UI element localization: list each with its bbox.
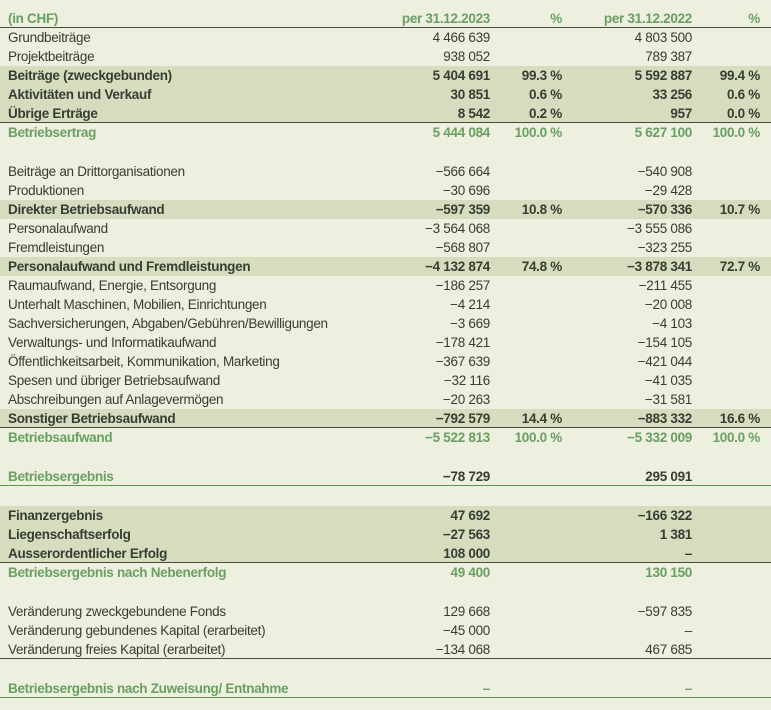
value-2022: 1 381 [659,527,692,542]
percent-2022: 99.4 % [719,68,760,83]
value-2023: 47 692 [450,508,490,523]
row-spacer [0,659,771,679]
value-2022: −3 555 086 [627,221,692,236]
row-label: Grundbeiträge [8,30,91,45]
value-2022: 130 150 [645,565,692,580]
value-2022: 467 685 [645,641,692,657]
percent-2022: 72.7 % [719,259,760,274]
row-spacer [0,447,771,467]
percent-2023: 100.0 % [514,125,562,140]
percent-2022: 0.0 % [726,105,760,121]
table-row [0,219,771,238]
row-label: Personalaufwand [8,221,108,236]
value-2023: −30 696 [442,183,490,198]
row-label: Projektbeiträge [8,49,95,64]
value-2022: −421 044 [637,354,692,369]
percent-2022: 0.6 % [726,87,760,102]
percent-2022: 16.6 % [719,410,760,426]
percent-2023: 0.6 % [528,87,562,102]
percent-2023: 14.4 % [521,410,562,426]
row-label: Liegenschaftserfolg [8,527,131,542]
value-2023: −78 729 [442,468,490,484]
value-2023: 8 542 [457,105,490,121]
value-2022: – [684,623,692,638]
header-col-2022-percent: % [748,10,760,26]
table-row [0,602,771,621]
row-label: Verwaltungs- und Informatikaufwand [8,335,217,350]
table-row [0,640,771,659]
value-2023: 30 851 [450,87,490,102]
table-row [0,563,771,582]
percent-2023: 100.0 % [514,430,562,445]
header-col-2022: per 31.12.2022 [603,10,692,26]
row-spacer [0,486,771,506]
table-row [0,333,771,352]
row-label: Produktionen [8,183,84,198]
value-2023: −186 257 [435,278,490,293]
row-label: Aktivitäten und Verkauf [8,87,152,102]
row-label: Veränderung freies Kapital (erarbeitet) [8,641,226,657]
table-row [0,295,771,314]
row-label: Betriebsertrag [8,125,97,140]
row-label: Ausserordentlicher Erfolg [8,545,168,561]
row-label: Betriebsergebnis nach Nebenerfolg [8,565,227,580]
value-2022: 33 256 [652,87,692,102]
row-label: Sachversicherungen, Abgaben/Gebühren/Bewilligungen [8,316,328,331]
value-2023: −134 068 [435,641,490,657]
percent-2023: 10.8 % [521,202,562,217]
row-label: Betriebsergebnis [8,468,114,484]
row-label: Raumaufwand, Energie, Entsorgung [8,278,217,293]
value-2022: −883 332 [637,410,692,426]
value-2022: 295 091 [645,468,692,484]
value-2023: – [482,680,490,696]
percent-2023: 99.3 % [521,68,562,83]
table-row [0,314,771,333]
header-currency-label: (in CHF) [8,10,59,26]
value-2022: −323 255 [637,240,692,255]
row-label: Unterhalt Maschinen, Mobilien, Einrichtungen [8,297,267,312]
value-2023: −568 807 [435,240,490,255]
value-2022: −570 336 [637,202,692,217]
value-2023: −4 214 [450,297,490,312]
value-2022: −211 455 [638,278,692,293]
value-2022: −540 908 [637,164,692,179]
value-2023: −27 563 [442,527,490,542]
table-row [0,428,771,447]
value-2023: −5 522 813 [425,430,490,445]
value-2022: −29 428 [644,183,692,198]
table-row [0,352,771,371]
percent-2023: 0.2 % [528,105,562,121]
value-2023: 49 400 [450,565,490,580]
row-label: Sonstiger Betriebsaufwand [8,410,176,426]
table-row [0,506,771,525]
value-2023: −367 639 [435,354,490,369]
value-2022: 789 387 [645,49,692,64]
value-2022: 5 627 100 [634,125,692,140]
header-col-2023-percent: % [550,10,562,26]
value-2023: −566 664 [435,164,490,179]
value-2022: −597 835 [637,604,692,619]
value-2023: −178 421 [435,335,490,350]
table-row [0,679,771,698]
row-spacer [0,582,771,602]
row-label: Betriebsergebnis nach Zuweisung/ Entnahme [8,680,289,696]
table-row [0,621,771,640]
table-row [0,390,771,409]
row-label: Finanzergebnis [8,508,103,523]
table-row [0,28,771,47]
table-row [0,544,771,563]
value-2023: 108 000 [443,545,490,561]
percent-2022: 10.7 % [719,202,760,217]
row-label: Beiträge (zweckgebunden) [8,68,172,83]
table-row [0,409,771,428]
value-2023: 5 404 691 [432,68,490,83]
table-row [0,123,771,142]
value-2023: 5 444 084 [432,125,490,140]
table-row [0,467,771,486]
table-body [0,28,771,698]
value-2022: −20 008 [644,297,692,312]
row-label: Veränderung zweckgebundene Fonds [8,604,226,619]
value-2023: −792 579 [435,410,490,426]
row-spacer [0,142,771,162]
table-row [0,200,771,219]
row-label: Veränderung gebundenes Kapital (erarbeitet) [8,623,266,638]
value-2022: −3 878 341 [627,259,692,274]
row-label: Betriebsaufwand [8,430,113,445]
table-row [0,238,771,257]
value-2022: −166 322 [637,508,692,523]
value-2023: 938 052 [443,49,490,64]
value-2022: 5 592 887 [634,68,692,83]
row-label: Direkter Betriebsaufwand [8,202,165,217]
value-2023: 4 466 639 [432,30,490,45]
value-2023: −32 116 [443,373,490,388]
percent-2022: 100.0 % [712,125,760,140]
table-row [0,162,771,181]
table-row [0,371,771,390]
value-2023: −597 359 [435,202,490,217]
table-row [0,525,771,544]
value-2022: – [684,545,692,561]
row-label: Öffentlichkeitsarbeit, Kommunikation, Marketing [8,354,280,369]
row-label: Fremdleistungen [8,240,105,255]
row-label: Übrige Erträge [8,105,98,121]
value-2022: −31 581 [644,392,692,407]
value-2022: −154 105 [637,335,692,350]
percent-2022: 100.0 % [712,430,760,445]
table-row [0,85,771,104]
header-col-2023: per 31.12.2023 [401,10,490,26]
table-row [0,276,771,295]
value-2023: −3 564 068 [425,221,490,236]
value-2022: −41 035 [644,373,692,388]
row-label: Abschreibungen auf Anlagevermögen [8,392,224,407]
value-2023: −45 000 [442,623,490,638]
row-label: Personalaufwand und Fremdleistungen [8,259,251,274]
table-row [0,181,771,200]
value-2023: −4 132 874 [425,259,490,274]
table-row [0,47,771,66]
value-2023: −3 669 [450,316,490,331]
value-2023: 129 668 [443,604,490,619]
value-2022: −4 103 [652,316,692,331]
value-2022: −5 332 009 [627,430,692,445]
value-2022: 4 803 500 [634,30,692,45]
table-row [0,257,771,276]
value-2023: −20 263 [442,392,490,407]
row-label: Beiträge an Drittorganisationen [8,164,185,179]
table-row [0,66,771,85]
table-header-row [0,9,771,28]
percent-2023: 74.8 % [521,259,562,274]
row-label: Spesen und übriger Betriebsaufwand [8,373,220,388]
value-2022: 957 [670,105,692,121]
table-row [0,104,771,123]
value-2022: – [684,680,692,696]
